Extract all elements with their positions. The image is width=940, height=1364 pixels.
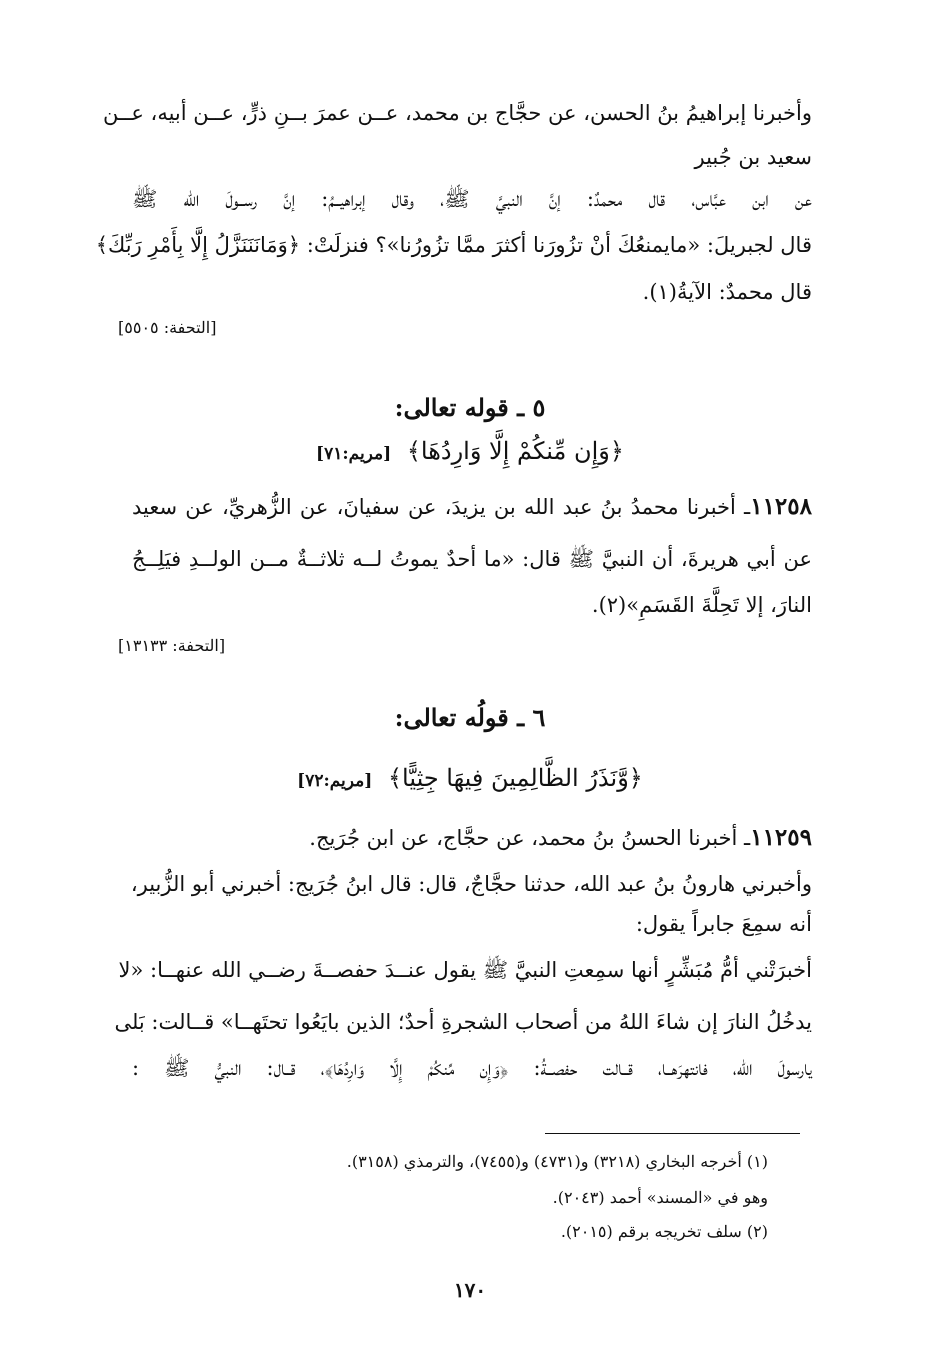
text-line: النارَ، إلا تَحِلَّةَ القَسَمِ»(٢). xyxy=(591,593,812,617)
text-line: عن ابن عبَّاس، قال محمدٌ: إنَّ النبيَّ ﷺ، وقال إبراهيــمُ: إنَّ رســولَ الله ﷺ xyxy=(132,187,812,211)
quran-verse-line xyxy=(0,764,940,792)
hadith-text: ـ أخبرنا محمدُ بنُ عبد الله بن يزيدَ، عن سفيانَ، عن الزُّهريِّ، عن سعيد xyxy=(132,495,751,519)
footnote: وهو في «المسند» أحمد (٢٠٤٣). xyxy=(552,1188,768,1207)
hadith-number: ١١٢٥٨ xyxy=(750,493,812,520)
section-heading: ٥ ـ قوله تعالى: xyxy=(394,393,546,422)
hadith-line xyxy=(132,492,812,522)
hadith-text: ـ أخبرنا الحسنُ بنُ محمد، عن حجَّاج، عن ابن جُرَيج. xyxy=(309,826,751,850)
footnote: (١) أخرجه البخاري (٣٢١٨) و(٤٧٣١) و(٧٤٥٥)، والترمذي (٣١٥٨). xyxy=(346,1152,768,1171)
tuhfa-reference: [التحفة: ١٣١٣٣] xyxy=(118,636,226,655)
hadith-line xyxy=(132,823,812,853)
text-line: سعيد بن جُبير xyxy=(694,145,812,169)
text-line: أخبرَتْني أمُّ مُبَشِّرٍ أنها سمِعتِ النبيَّ ﷺ يقول عنــدَ حفصــةَ رضــي الله عنهــا: «لا xyxy=(118,958,812,982)
tuhfa-reference: [التحفة: ٥٥٠٥] xyxy=(118,318,217,337)
text-line: يارسولَ الله، فانتهرَهــا، قــالت حفصــةُ: ﴿وَإِن مِّنكُمْ إِلَّا وَارِدُهَا﴾، قــال: النبيُّ ﷺ : xyxy=(132,1056,812,1080)
surah-reference: [مريم:٧٢] xyxy=(297,771,373,791)
quran-verse: ﴿وَّنَذَرُ الظَّالِمِينَ فِيهَا جِثِيًّا﴾ xyxy=(387,764,643,792)
text-line: قال محمدٌ: الآيةُ(١). xyxy=(642,280,812,304)
footnote: (٢) سلف تخريجه برقم (٢٠١٥). xyxy=(560,1222,768,1241)
text-line: يدخُلُ النارَ إن شاءَ اللهُ من أصحاب الشجرةِ أحدٌ؛ الذين بايَعُوا تحتَهــا» قــالت: بَلى xyxy=(114,1010,812,1034)
text-line: أنه سمِعَ جابراً يقول: xyxy=(635,912,812,936)
text-line: عن أبي هريرةَ، أن النبيَّ ﷺ قال: «ما أحدٌ يموتُ لــه ثلاثــةٌ مــن الولــدِ فيَلِــجُ xyxy=(132,547,812,571)
quran-verse: ﴿وَإِن مِّنكُمْ إِلَّا وَارِدُهَا﴾ xyxy=(406,437,624,465)
text-line: وأخبرني هارونُ بنُ عبد الله، حدثنا حجَّاجٌ، قال: قال ابنُ جُرَيج: أخبرني أبو الزُّبير، xyxy=(130,872,812,896)
hadith-number: ١١٢٥٩ xyxy=(750,824,812,851)
text-line: قال لجبريلَ: «مايمنعُكَ أنْ تزُورَنا أكثرَ ممَّا تزُورُنا»؟ فنزلَتْ: ﴿وَمَانَنَنَزَّلُ إِلَّا بِأَمْرِ رَبِّكَ﴾ xyxy=(95,233,812,257)
page-number: ١٧٠ xyxy=(453,1278,487,1302)
text-line: وأخبرنا إبراهيمُ بنُ الحسن، عن حجَّاج بن محمد، عــن عمرَ بــنِ ذرٍّ، عــن أبيه، عــن xyxy=(103,101,812,125)
section-heading: ٦ ـ قولُه تعالى: xyxy=(394,703,546,732)
surah-reference: [مريم:٧١] xyxy=(316,444,392,464)
quran-verse-line xyxy=(0,437,940,465)
footnote-divider xyxy=(545,1133,800,1134)
